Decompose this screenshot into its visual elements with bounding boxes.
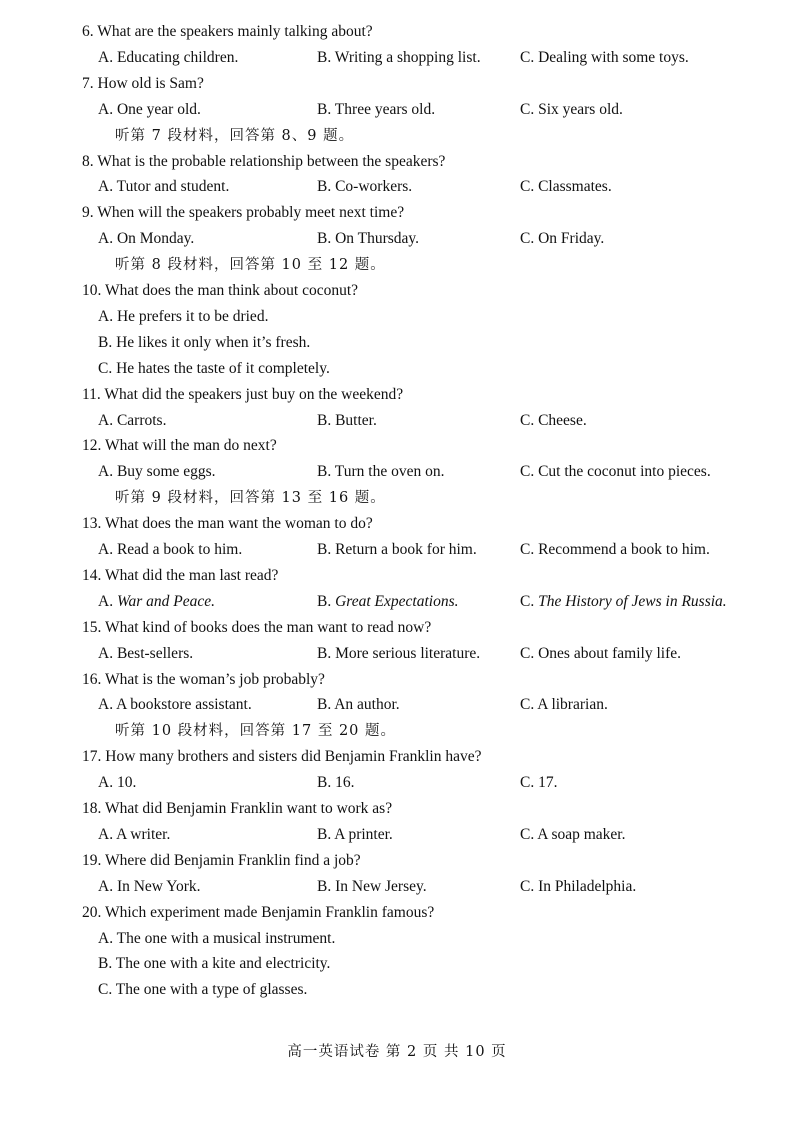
option-text: C. The one with a type of glasses. — [98, 981, 308, 999]
option-c: C. On Friday. — [520, 230, 605, 248]
question — [0, 745, 794, 769]
options-row — [0, 460, 794, 484]
option-line — [0, 331, 794, 355]
option-b: B. 16. — [317, 774, 355, 792]
options-row — [0, 98, 794, 122]
option-c: C. Ones about family life. — [520, 644, 681, 662]
option-line — [0, 952, 794, 976]
question — [0, 901, 794, 925]
question — [0, 434, 794, 458]
options-row — [0, 590, 794, 614]
option-b: B. Three years old. — [317, 100, 436, 118]
option-c: C. A soap maker. — [520, 825, 626, 843]
question-text: 13. What does the man want the woman to do? — [82, 515, 373, 533]
option-c: C. Classmates. — [520, 178, 612, 196]
option-b: B. Co-workers. — [317, 178, 413, 196]
question-text: 19. Where did Benjamin Franklin find a job? — [82, 851, 361, 869]
option-c: C. Dealing with some toys. — [520, 48, 689, 66]
option-c: C. Recommend a book to him. — [520, 541, 710, 558]
option-b: B. A printer. — [317, 825, 393, 843]
option-c-title: The History of Jews in Russia. — [538, 592, 727, 610]
options-row — [0, 409, 794, 433]
option-b: B. More serious literature. — [317, 644, 481, 662]
question-text: 17. How many brothers and sisters did Benjamin Franklin have? — [82, 748, 482, 766]
question — [0, 383, 794, 407]
option-b: B. Turn the oven on. — [317, 463, 445, 481]
option-b: B. Writing a shopping list. — [317, 48, 481, 66]
option-a: A. Tutor and student. — [98, 178, 230, 196]
option-b-letter: B. — [317, 592, 336, 610]
option-c — [520, 590, 727, 614]
instruction-text: 听第 7 段材料，回答第 8、9 题。 — [115, 127, 355, 144]
options-row — [0, 227, 794, 251]
option-a: A. 10. — [98, 774, 137, 792]
question — [0, 564, 794, 588]
question-text: 8. What is the probable relationship between the speakers? — [82, 152, 446, 170]
option-a: A. Educating children. — [98, 48, 239, 66]
option-c: C. Six years old. — [520, 100, 623, 118]
option-c: C. Cut the coconut into pieces. — [520, 463, 711, 481]
listening-instruction — [0, 719, 794, 743]
question — [0, 20, 794, 44]
instruction-text: 听第 8 段材料，回答第 10 至 12 题。 — [115, 257, 386, 274]
question — [0, 201, 794, 225]
question — [0, 279, 794, 303]
question — [0, 512, 794, 536]
question-text: 7. How old is Sam? — [82, 74, 204, 92]
option-a: A. A writer. — [98, 825, 171, 843]
option-a — [98, 590, 215, 614]
option-a-letter: A. — [98, 592, 117, 610]
listening-instruction — [0, 486, 794, 510]
option-line — [0, 978, 794, 1002]
option-b — [317, 590, 459, 614]
option-a: A. One year old. — [98, 100, 201, 118]
question-text: 16. What is the woman’s job probably? — [82, 670, 325, 688]
option-b: B. Return a book for him. — [317, 541, 477, 558]
option-line — [0, 927, 794, 951]
options-row — [0, 46, 794, 70]
question-text: 6. What are the speakers mainly talking about? — [82, 23, 373, 40]
option-c: C. In Philadelphia. — [520, 877, 637, 895]
option-text: B. The one with a kite and electricity. — [98, 955, 331, 973]
question — [0, 616, 794, 640]
option-text: B. He likes it only when it’s fresh. — [98, 333, 311, 351]
option-b-title: Great Expectations. — [335, 592, 459, 610]
listening-instruction — [0, 253, 794, 277]
option-a-title: War and Peace. — [116, 592, 215, 610]
option-b: B. On Thursday. — [317, 230, 420, 248]
instruction-text: 听第 10 段材料，回答第 17 至 20 题。 — [115, 723, 397, 740]
question — [0, 150, 794, 174]
option-c: C. 17. — [520, 774, 558, 792]
question-text: 20. Which experiment made Benjamin Franklin famous? — [82, 903, 435, 921]
options-row — [0, 538, 794, 562]
question-text: 14. What did the man last read? — [82, 566, 279, 584]
options-row — [0, 771, 794, 795]
option-c-letter: C. — [520, 592, 539, 610]
option-b: B. Butter. — [317, 411, 377, 429]
question-text: 15. What kind of books does the man want to read now? — [82, 618, 432, 636]
question — [0, 72, 794, 96]
options-row — [0, 823, 794, 847]
question — [0, 797, 794, 821]
options-row — [0, 875, 794, 899]
instruction-text: 听第 9 段材料，回答第 13 至 16 题。 — [115, 490, 386, 507]
option-a: A. In New York. — [98, 877, 201, 895]
option-line — [0, 305, 794, 329]
question-text: 18. What did Benjamin Franklin want to work as? — [82, 800, 393, 817]
option-text: C. He hates the taste of it completely. — [98, 359, 330, 377]
question-text: 12. What will the man do next? — [82, 437, 277, 455]
option-a: A. On Monday. — [98, 230, 195, 248]
option-b: B. An author. — [317, 696, 400, 714]
option-text: A. He prefers it to be dried. — [98, 307, 269, 325]
page-footer: 高一英语试卷 第 2 页 共 10 页 — [287, 1044, 507, 1060]
option-line — [0, 357, 794, 381]
question-text: 11. What did the speakers just buy on the weekend? — [82, 385, 404, 403]
option-a: A. Best-sellers. — [98, 644, 194, 662]
option-c: C. A librarian. — [520, 696, 608, 714]
option-a: A. A bookstore assistant. — [98, 696, 252, 714]
option-a: A. Buy some eggs. — [98, 463, 216, 481]
option-a: A. Read a book to him. — [98, 541, 243, 558]
option-a: A. Carrots. — [98, 411, 167, 429]
question-text: 9. When will the speakers probably meet next time? — [82, 204, 405, 222]
option-b: B. In New Jersey. — [317, 877, 427, 895]
option-text: A. The one with a musical instrument. — [98, 929, 336, 947]
question — [0, 849, 794, 873]
options-row — [0, 175, 794, 199]
question-text: 10. What does the man think about coconut? — [82, 282, 359, 299]
option-c: C. Cheese. — [520, 411, 587, 429]
question — [0, 668, 794, 692]
listening-instruction — [0, 124, 794, 148]
options-row — [0, 693, 794, 717]
options-row — [0, 642, 794, 666]
